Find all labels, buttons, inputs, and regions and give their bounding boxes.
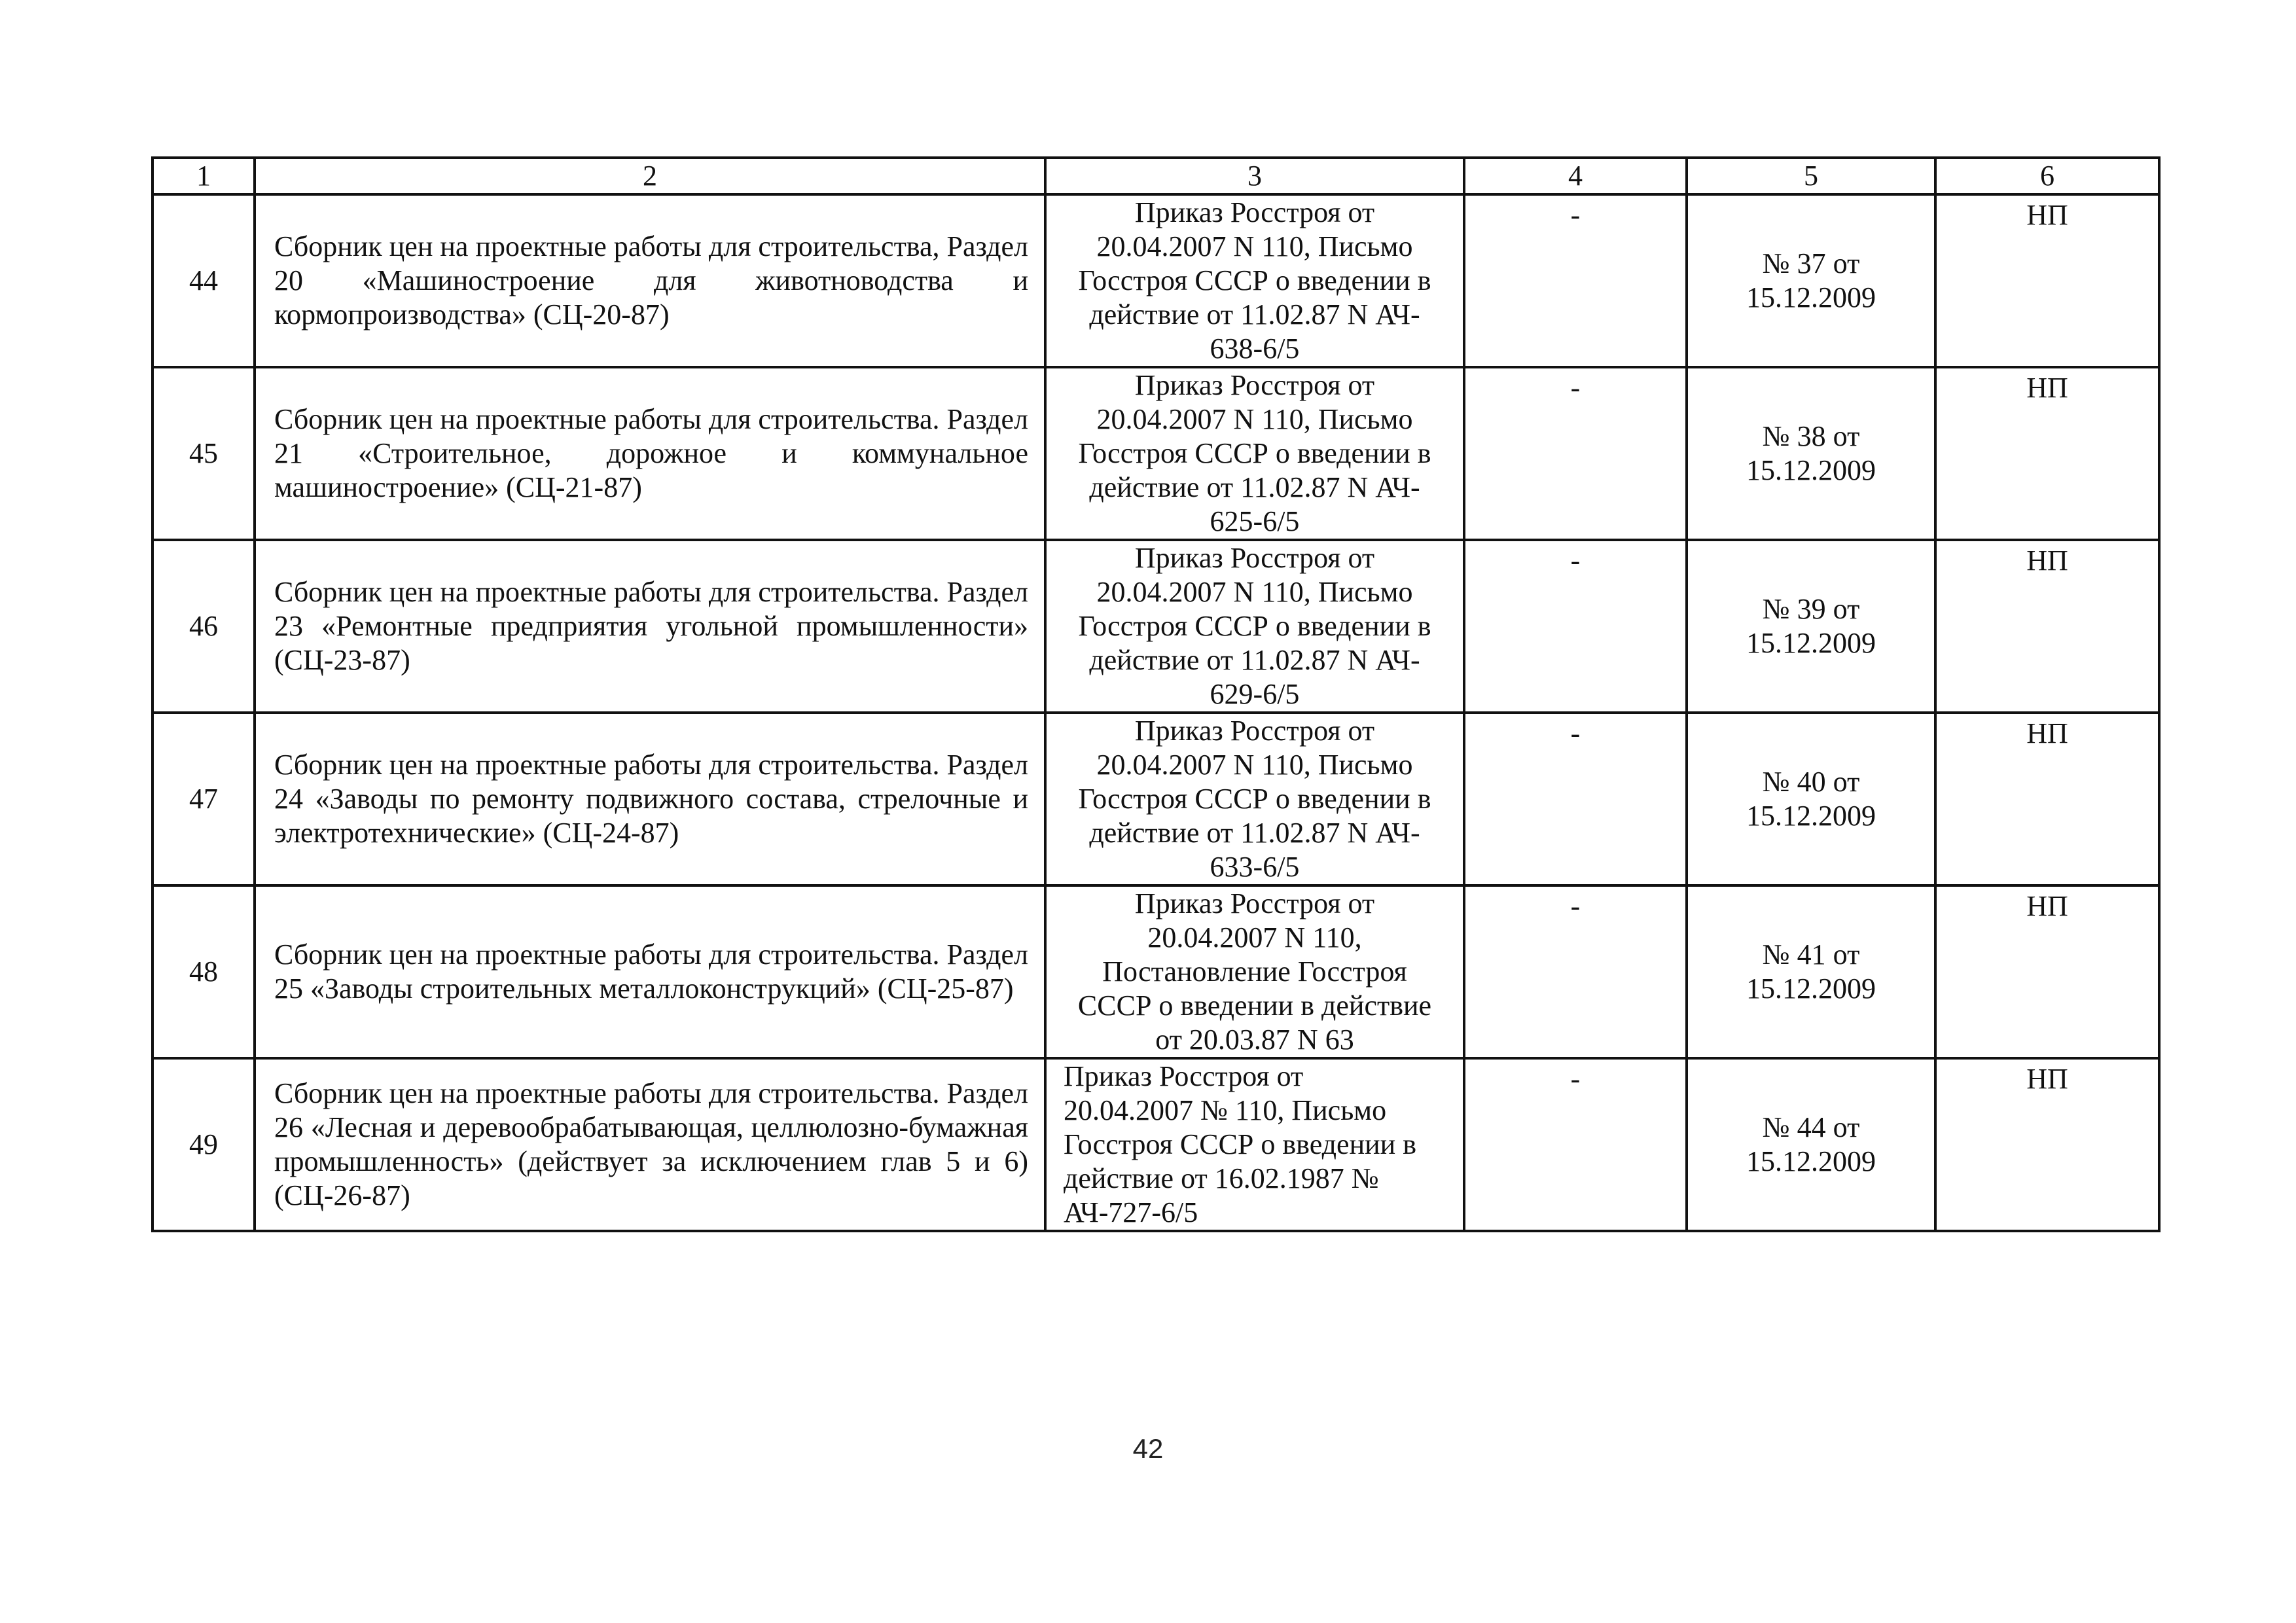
table-header-row: [152, 158, 2159, 194]
registration-number: [1687, 194, 1935, 367]
approval-document: [1045, 713, 1464, 885]
approval-line: Госстроя СССР о введении в: [1078, 610, 1431, 642]
approval-document: [1045, 367, 1464, 540]
table-row: [152, 194, 2159, 367]
registration-date: 15.12.2009: [1746, 627, 1876, 659]
status-note: НП: [1935, 713, 2159, 885]
approval-line: 20.04.2007 N 110, Письмо: [1096, 403, 1413, 435]
approval-line: Приказ Росстроя от: [1134, 369, 1375, 401]
approval-line: 625-6/5: [1210, 505, 1300, 537]
header-cell: 5: [1687, 158, 1935, 194]
approval-line: действие от 11.02.87 N АЧ-: [1089, 471, 1420, 503]
table-row: [152, 713, 2159, 885]
registration-date: 15.12.2009: [1746, 281, 1876, 313]
row-number: 46: [152, 540, 255, 713]
registration-number: [1687, 540, 1935, 713]
registration-line: № 37 от: [1762, 247, 1860, 279]
column-4-value: -: [1464, 713, 1687, 885]
status-note: НП: [1935, 194, 2159, 367]
registration-date: 15.12.2009: [1746, 972, 1876, 1005]
document-title: Сборник цен на проектные работы для строительства. Раздел 21 «Строительное, дорожное и коммунальное машиностроение» (СЦ-21-87): [255, 367, 1045, 540]
table-row: [152, 885, 2159, 1058]
row-number: 48: [152, 885, 255, 1058]
row-number: 49: [152, 1058, 255, 1231]
status-note: НП: [1935, 540, 2159, 713]
registration-number: [1687, 885, 1935, 1058]
document-title: Сборник цен на проектные работы для строительства. Раздел 23 «Ремонтные предприятия угольной промышленности» (СЦ-23-87): [255, 540, 1045, 713]
approval-document: [1045, 1058, 1464, 1231]
header-cell: 6: [1935, 158, 2159, 194]
row-number: 44: [152, 194, 255, 367]
approval-line: Госстроя СССР о введении в: [1078, 437, 1431, 469]
approval-line: Госстроя СССР о введении в: [1078, 783, 1431, 815]
registration-date: 15.12.2009: [1746, 1145, 1876, 1177]
table-row: [152, 1058, 2159, 1231]
table-row: [152, 540, 2159, 713]
registration-line: № 39 от: [1762, 593, 1860, 625]
approval-line: 629-6/5: [1210, 678, 1300, 710]
approval-line: Постановление Госстроя: [1102, 955, 1407, 988]
approval-line: действие от 11.02.87 N АЧ-: [1089, 644, 1420, 676]
approval-document: [1045, 540, 1464, 713]
header-cell: 1: [152, 158, 255, 194]
registration-number: [1687, 713, 1935, 885]
approval-line: от 20.03.87 N 63: [1155, 1024, 1354, 1056]
page-number: 42: [1132, 1433, 1164, 1464]
column-4-value: -: [1464, 540, 1687, 713]
column-4-value: -: [1464, 367, 1687, 540]
approval-line: 638-6/5: [1210, 332, 1300, 365]
approval-line: Приказ Росстроя от: [1134, 715, 1375, 747]
registration-number: [1687, 1058, 1935, 1231]
status-note: НП: [1935, 1058, 2159, 1231]
approval-line: Приказ Росстроя от: [1134, 887, 1375, 919]
header-cell: 4: [1464, 158, 1687, 194]
registry-table: [151, 156, 2161, 1232]
approval-line: Приказ Росстроя от: [1134, 542, 1375, 574]
approval-line: Приказ Росстроя от: [1134, 196, 1375, 228]
registration-line: № 40 от: [1762, 766, 1860, 798]
registration-line: № 44 от: [1762, 1111, 1860, 1143]
approval-line: 20.04.2007 N 110, Письмо: [1096, 749, 1413, 781]
registration-date: 15.12.2009: [1746, 800, 1876, 832]
approval-line: действие от 11.02.87 N АЧ-: [1089, 817, 1420, 849]
approval-line: 633-6/5: [1210, 851, 1300, 883]
document-title: Сборник цен на проектные работы для строительства. Раздел 25 «Заводы строительных металлоконструкций» (СЦ-25-87): [255, 885, 1045, 1058]
registration-date: 15.12.2009: [1746, 454, 1876, 486]
document-title: Сборник цен на проектные работы для строительства. Раздел 26 «Лесная и деревообрабатывающая, целлюлозно-бумажная промышленность» (действует за исключением глав 5 и 6) (СЦ-26-87): [255, 1058, 1045, 1231]
row-number: 47: [152, 713, 255, 885]
column-4-value: -: [1464, 194, 1687, 367]
approval-line: СССР о введении в действие: [1077, 990, 1432, 1022]
table-row: [152, 367, 2159, 540]
column-4-value: -: [1464, 1058, 1687, 1231]
approval-document: [1045, 885, 1464, 1058]
registration-number: [1687, 367, 1935, 540]
document-title: Сборник цен на проектные работы для строительства. Раздел 24 «Заводы по ремонту подвижного состава, стрелочные и электротехнические» (СЦ-24-87): [255, 713, 1045, 885]
approval-line: 20.04.2007 № 110, Письмо: [1064, 1094, 1387, 1126]
status-note: НП: [1935, 367, 2159, 540]
approval-line: Госстроя СССР о введении в: [1078, 264, 1431, 296]
registration-line: № 38 от: [1762, 420, 1860, 452]
approval-line: 20.04.2007 N 110,: [1147, 921, 1362, 954]
status-note: НП: [1935, 885, 2159, 1058]
registration-line: № 41 от: [1762, 938, 1860, 971]
header-cell: 3: [1045, 158, 1464, 194]
row-number: 45: [152, 367, 255, 540]
approval-line: АЧ-727-6/5: [1064, 1196, 1198, 1228]
approval-line: Приказ Росстроя от: [1064, 1060, 1304, 1092]
approval-line: действие от 11.02.87 N АЧ-: [1089, 298, 1420, 330]
approval-line: действие от 16.02.1987 №: [1064, 1162, 1379, 1194]
approval-line: Госстроя СССР о введении в: [1064, 1128, 1416, 1160]
approval-document: [1045, 194, 1464, 367]
document-title: Сборник цен на проектные работы для строительства, Раздел 20 «Машиностроение для животноводства и кормопроизводства» (СЦ-20-87): [255, 194, 1045, 367]
approval-line: 20.04.2007 N 110, Письмо: [1096, 576, 1413, 608]
approval-line: 20.04.2007 N 110, Письмо: [1096, 230, 1413, 262]
column-4-value: -: [1464, 885, 1687, 1058]
header-cell: 2: [255, 158, 1045, 194]
